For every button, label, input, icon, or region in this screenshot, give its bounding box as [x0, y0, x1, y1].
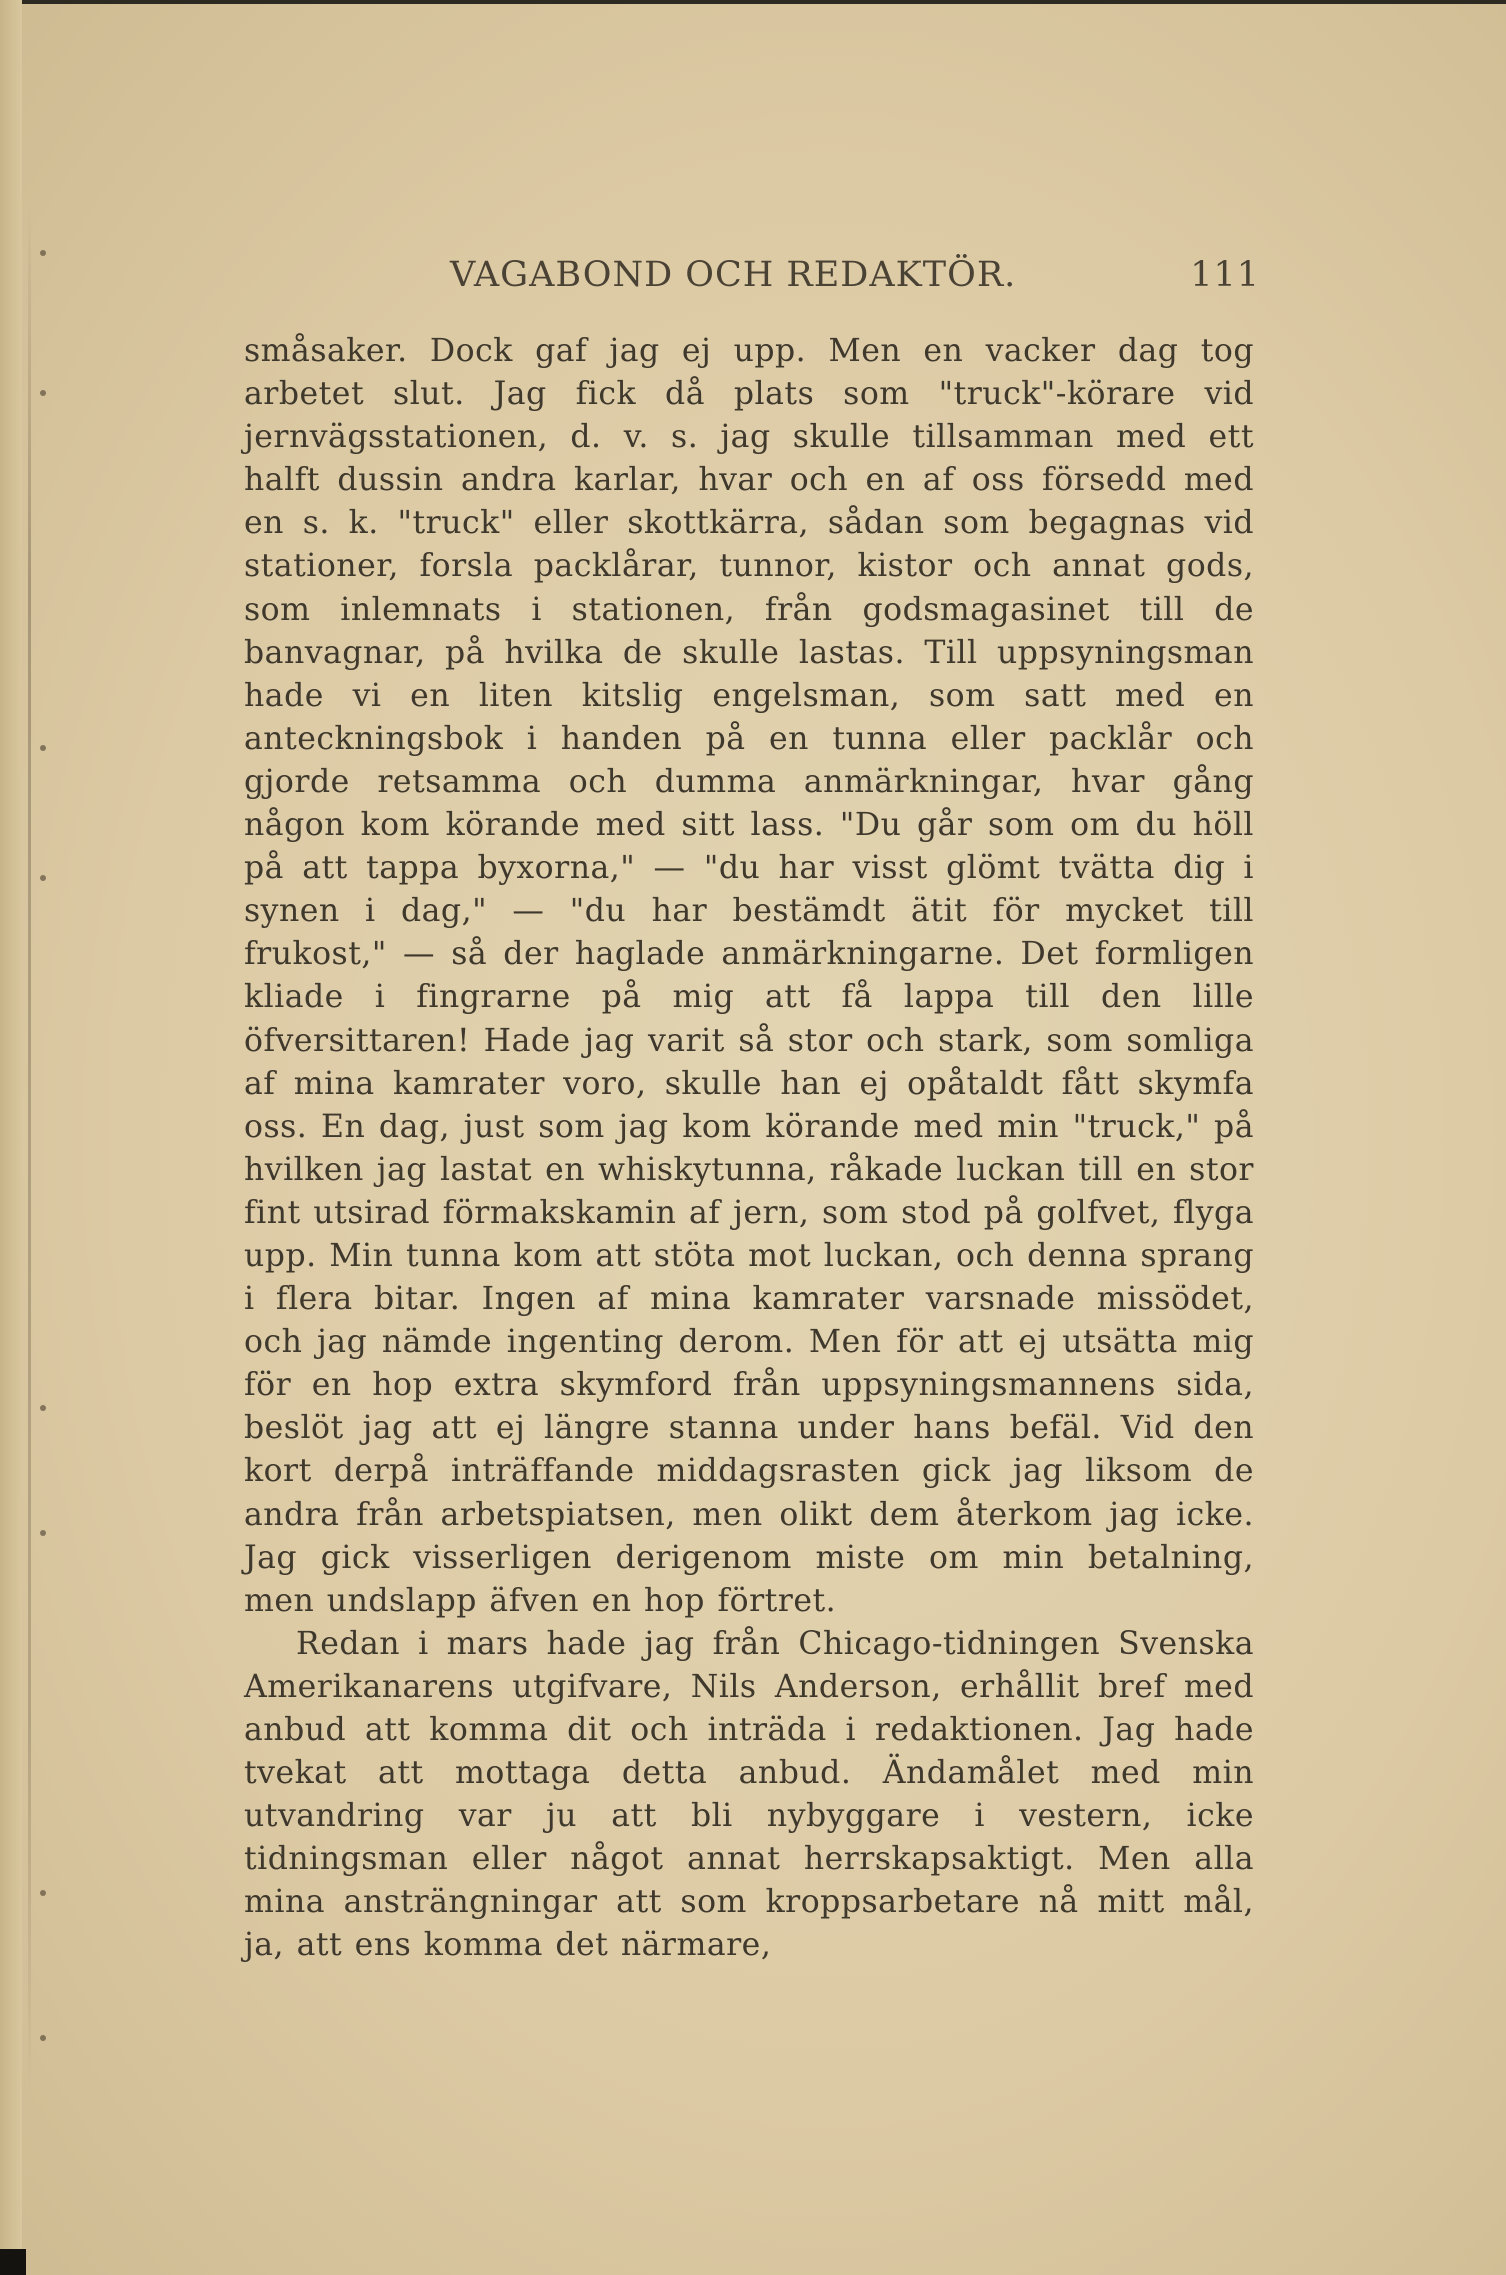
page-corner-shadow: [0, 2249, 26, 2275]
margin-mark: [40, 1405, 46, 1411]
margin-mark: [40, 875, 46, 881]
margin-mark: [40, 250, 46, 256]
margin-mark: [40, 745, 46, 751]
paragraph: småsaker. Dock gaf jag ej upp. Men en vacker dag tog arbetet slut. Jag fick då plats som "truck"-körare vid jernvägsstationen, d. v. s. jag skulle tillsamman med ett halft dussin andra karlar, hvar och en af oss försedd med en s. k. "truck" eller skottkärra, sådan som begagnas vid stationer, forsla packlårar, tunnor, kistor och annat gods, som inlemnats i stationen, från godsmagasinet till de banvagnar, på hvilka de skulle lastas. Till uppsyningsman hade vi en liten kitslig engelsman, som satt med en anteckningsbok i handen på en tunna eller packlår och gjorde retsamma och dumma anmärkningar, hvar gång någon kom körande med sitt lass. "Du går som om du höll på att tappa byxorna," — "du har visst glömt tvätta dig i synen i dag," — "du har bestämdt ätit för mycket till frukost," — så der haglade anmärkningarne. Det formligen kliade i fingrarne på mig att få lappa till den lille öfversittaren! Hade jag varit så stor och stark, som somliga af mina kamrater voro, skulle han ej opåtaldt fått skymfa oss. En dag, just som jag kom körande med min "truck," på hvilken jag lastat en whiskytunna, råkade luckan till en stor fint utsirad förmakskamin af jern, som stod på golfvet, flyga upp. Min tunna kom att stöta mot luckan, och denna sprang i flera bitar. Ingen af mina kamrater varsnade missödet, och jag nämde ingenting derom. Men för att ej utsätta mig för en hop extra skymford från uppsyningsmannens sida, beslöt jag att ej längre stanna under hans befäl. Vid den kort derpå inträffande middagsrasten gick jag liksom de andra från arbetspiatsen, men olikt dem återkom jag icke. Jag gick visserligen derigenom miste om min betalning, men undslapp äfven en hop förtret.: [244, 333, 1254, 1619]
running-title: VAGABOND OCH REDAKTÖR.: [450, 255, 1017, 295]
paragraph: Redan i mars hade jag från Chicago-tidningen Svenska Amerikanarens utgifvare, Nils Anderson, erhållit bref med anbud att komma dit och inträda i redaktionen. Jag hade tvekat att mottaga detta anbud. Ändamålet med min utvandring var ju att bli nybyggare i vestern, icke tidningsman eller något annat herrskapsaktigt. Men alla mina ansträngningar att som kroppsarbetare nå mitt mål, ja, att ens komma det närmare,: [244, 1625, 1254, 1964]
margin-mark: [40, 2035, 46, 2041]
margin-mark: [40, 1530, 46, 1536]
margin-mark: [40, 390, 46, 396]
binding-shadow: [28, 200, 31, 2100]
page-top-edge: [0, 0, 1506, 4]
margin-mark: [40, 1890, 46, 1896]
page-number: 111: [1190, 255, 1260, 295]
body-text: [244, 330, 1254, 1968]
page-left-edge: [0, 0, 22, 2275]
running-head: [450, 255, 1260, 305]
